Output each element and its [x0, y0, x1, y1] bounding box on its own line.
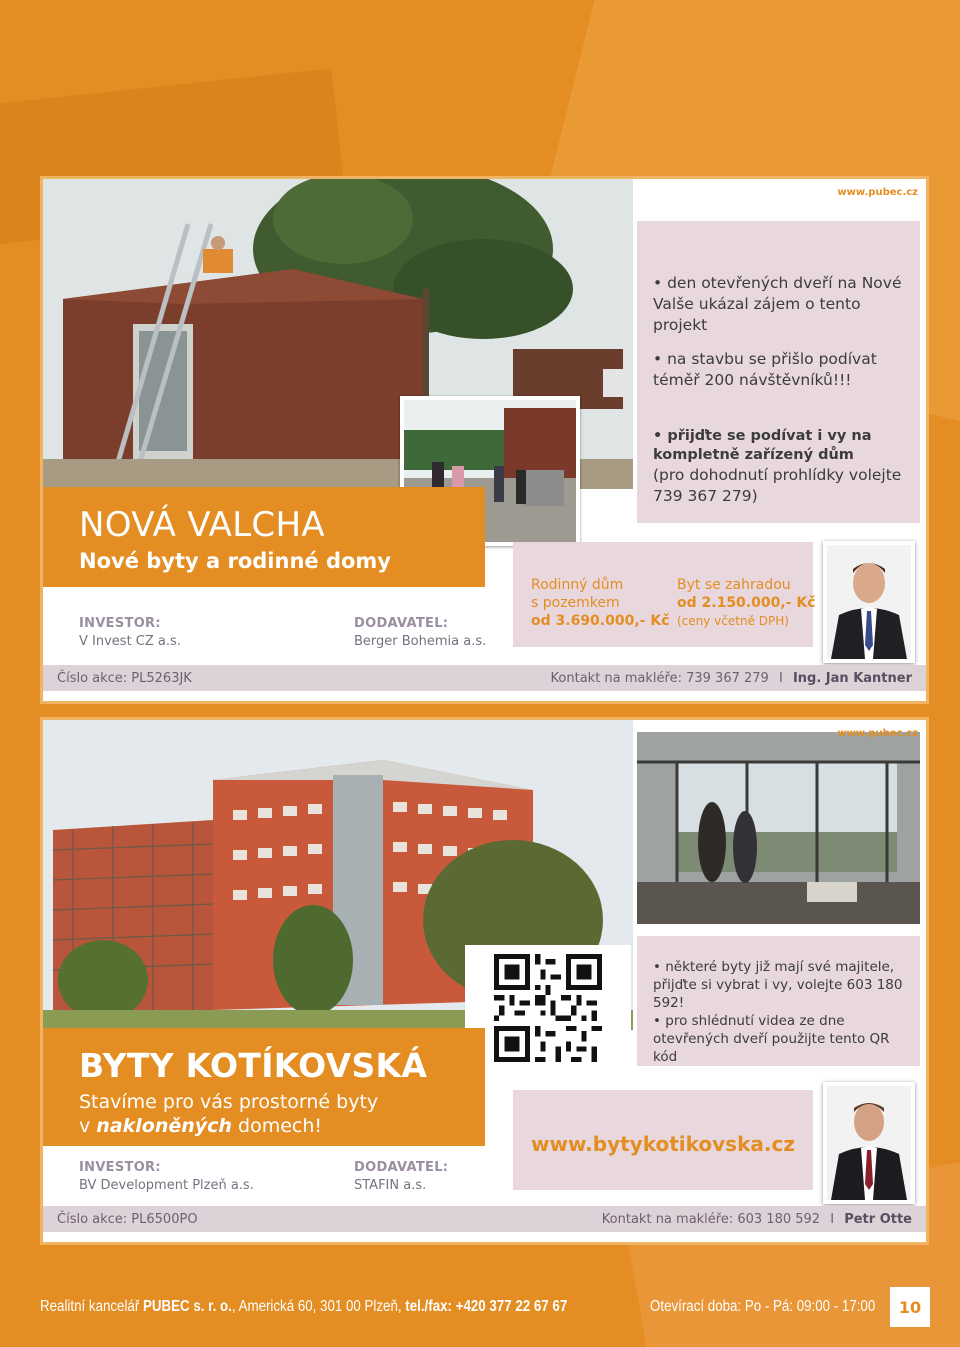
subtitle-pre: v	[79, 1115, 97, 1137]
qr-code[interactable]	[465, 945, 631, 1071]
page-number: 10	[890, 1287, 930, 1327]
agent-name: Ing. Jan Kantner	[792, 670, 912, 686]
supplier-value: Berger Bohemia a.s.	[354, 634, 487, 649]
card-footer	[43, 665, 926, 691]
action-number: Číslo akce: PL5263JK	[57, 670, 192, 686]
company-phone: tel./fax: +420 377 22 67 67	[405, 1298, 568, 1315]
title-box	[43, 487, 485, 587]
agent-phone: Kontakt na makléře: 739 367 279	[550, 670, 769, 686]
bullet-phone: (pro dohodnutí prohlídky volejte 739 367 279)	[653, 466, 902, 505]
agent-photo	[823, 541, 915, 663]
project-subtitle: Nové byty a rodinné domy	[79, 549, 391, 573]
offer-house-price: od 3.690.000,- Kč	[531, 613, 670, 629]
agent-phone: Kontakt na makléře: 603 180 592	[601, 1211, 821, 1227]
agent-name: Petr Otte	[844, 1211, 912, 1227]
agent-contact	[551, 671, 912, 686]
listing-nova-valcha	[40, 176, 929, 704]
company-info	[40, 1298, 567, 1316]
subtitle-line2	[79, 1114, 485, 1138]
subtitle-emphasis: nakloněných	[96, 1115, 232, 1137]
page-footer	[40, 1294, 920, 1320]
card-footer	[43, 1206, 926, 1232]
company-name: PUBEC s. r. o.	[142, 1298, 232, 1315]
subtitle-post: domech!	[231, 1115, 322, 1137]
investor-value: V Invest CZ a.s.	[79, 634, 181, 649]
investor-label: INVESTOR:	[79, 616, 161, 631]
offer-flat	[677, 576, 816, 630]
title-box	[43, 1028, 485, 1146]
website-link[interactable]: www.pubec.cz	[837, 187, 918, 198]
bullet-invite: • přijďte se podívat i vy na kompletně zařízený dům	[653, 428, 872, 463]
project-url[interactable]: www.bytykotikovska.cz	[531, 1132, 795, 1156]
opening-hours: Otevírací doba: Po - Pá: 09:00 - 17:00	[650, 1298, 876, 1315]
supplier-label: DODAVATEL:	[354, 616, 449, 631]
agent-contact	[602, 1212, 912, 1227]
project-subtitle	[79, 1090, 485, 1138]
offer-flat-price: od 2.150.000,- Kč	[677, 595, 816, 611]
project-title: NOVÁ VALCHA	[79, 505, 325, 545]
bullet-interest: • den otevřených dveří na Nové Valše ukázal zájem o tento projekt	[653, 274, 902, 334]
agent-photo	[823, 1082, 915, 1204]
offer-flat-line1: Byt se zahradou	[677, 577, 791, 593]
listing-byty-kotikovska	[40, 717, 929, 1245]
supplier-value: STAFIN a.s.	[354, 1178, 427, 1193]
offer-flat-note: (ceny včetně DPH)	[677, 614, 789, 628]
project-title: BYTY KOTÍKOVSKÁ	[79, 1046, 428, 1085]
separator: I	[778, 670, 783, 686]
investor-label: INVESTOR:	[79, 1160, 161, 1175]
website-link[interactable]: www.pubec.cz	[837, 728, 918, 739]
interior-photo	[637, 732, 920, 924]
bullet-owners: • některé byty již mají své majitele, přijďte si vybrat i vy, volejte 603 180 592!	[653, 959, 903, 1011]
bullet-visitors: • na stavbu se přišlo podívat téměř 200 návštěvníků!!!	[653, 350, 877, 389]
offer-house-line2: s pozemkem	[531, 595, 620, 611]
supplier-label: DODAVATEL:	[354, 1160, 449, 1175]
investor-value: BV Development Plzeň a.s.	[79, 1178, 254, 1193]
company-prefix: Realitní kancelář	[40, 1298, 143, 1315]
bullet-qr: • pro shlédnutí videa ze dne otevřených dveří použijte tento QR kód	[653, 1013, 890, 1065]
company-address: , Americká 60, 301 00 Plzeň,	[231, 1298, 406, 1315]
offer-house-line1: Rodinný dům	[531, 577, 624, 593]
subtitle-line1: Stavíme pro vás prostorné byty	[79, 1091, 379, 1113]
qr-code-icon	[494, 954, 602, 1062]
offer-house	[531, 576, 670, 630]
action-number: Číslo akce: PL6500PO	[57, 1211, 198, 1227]
separator: I	[830, 1211, 835, 1227]
